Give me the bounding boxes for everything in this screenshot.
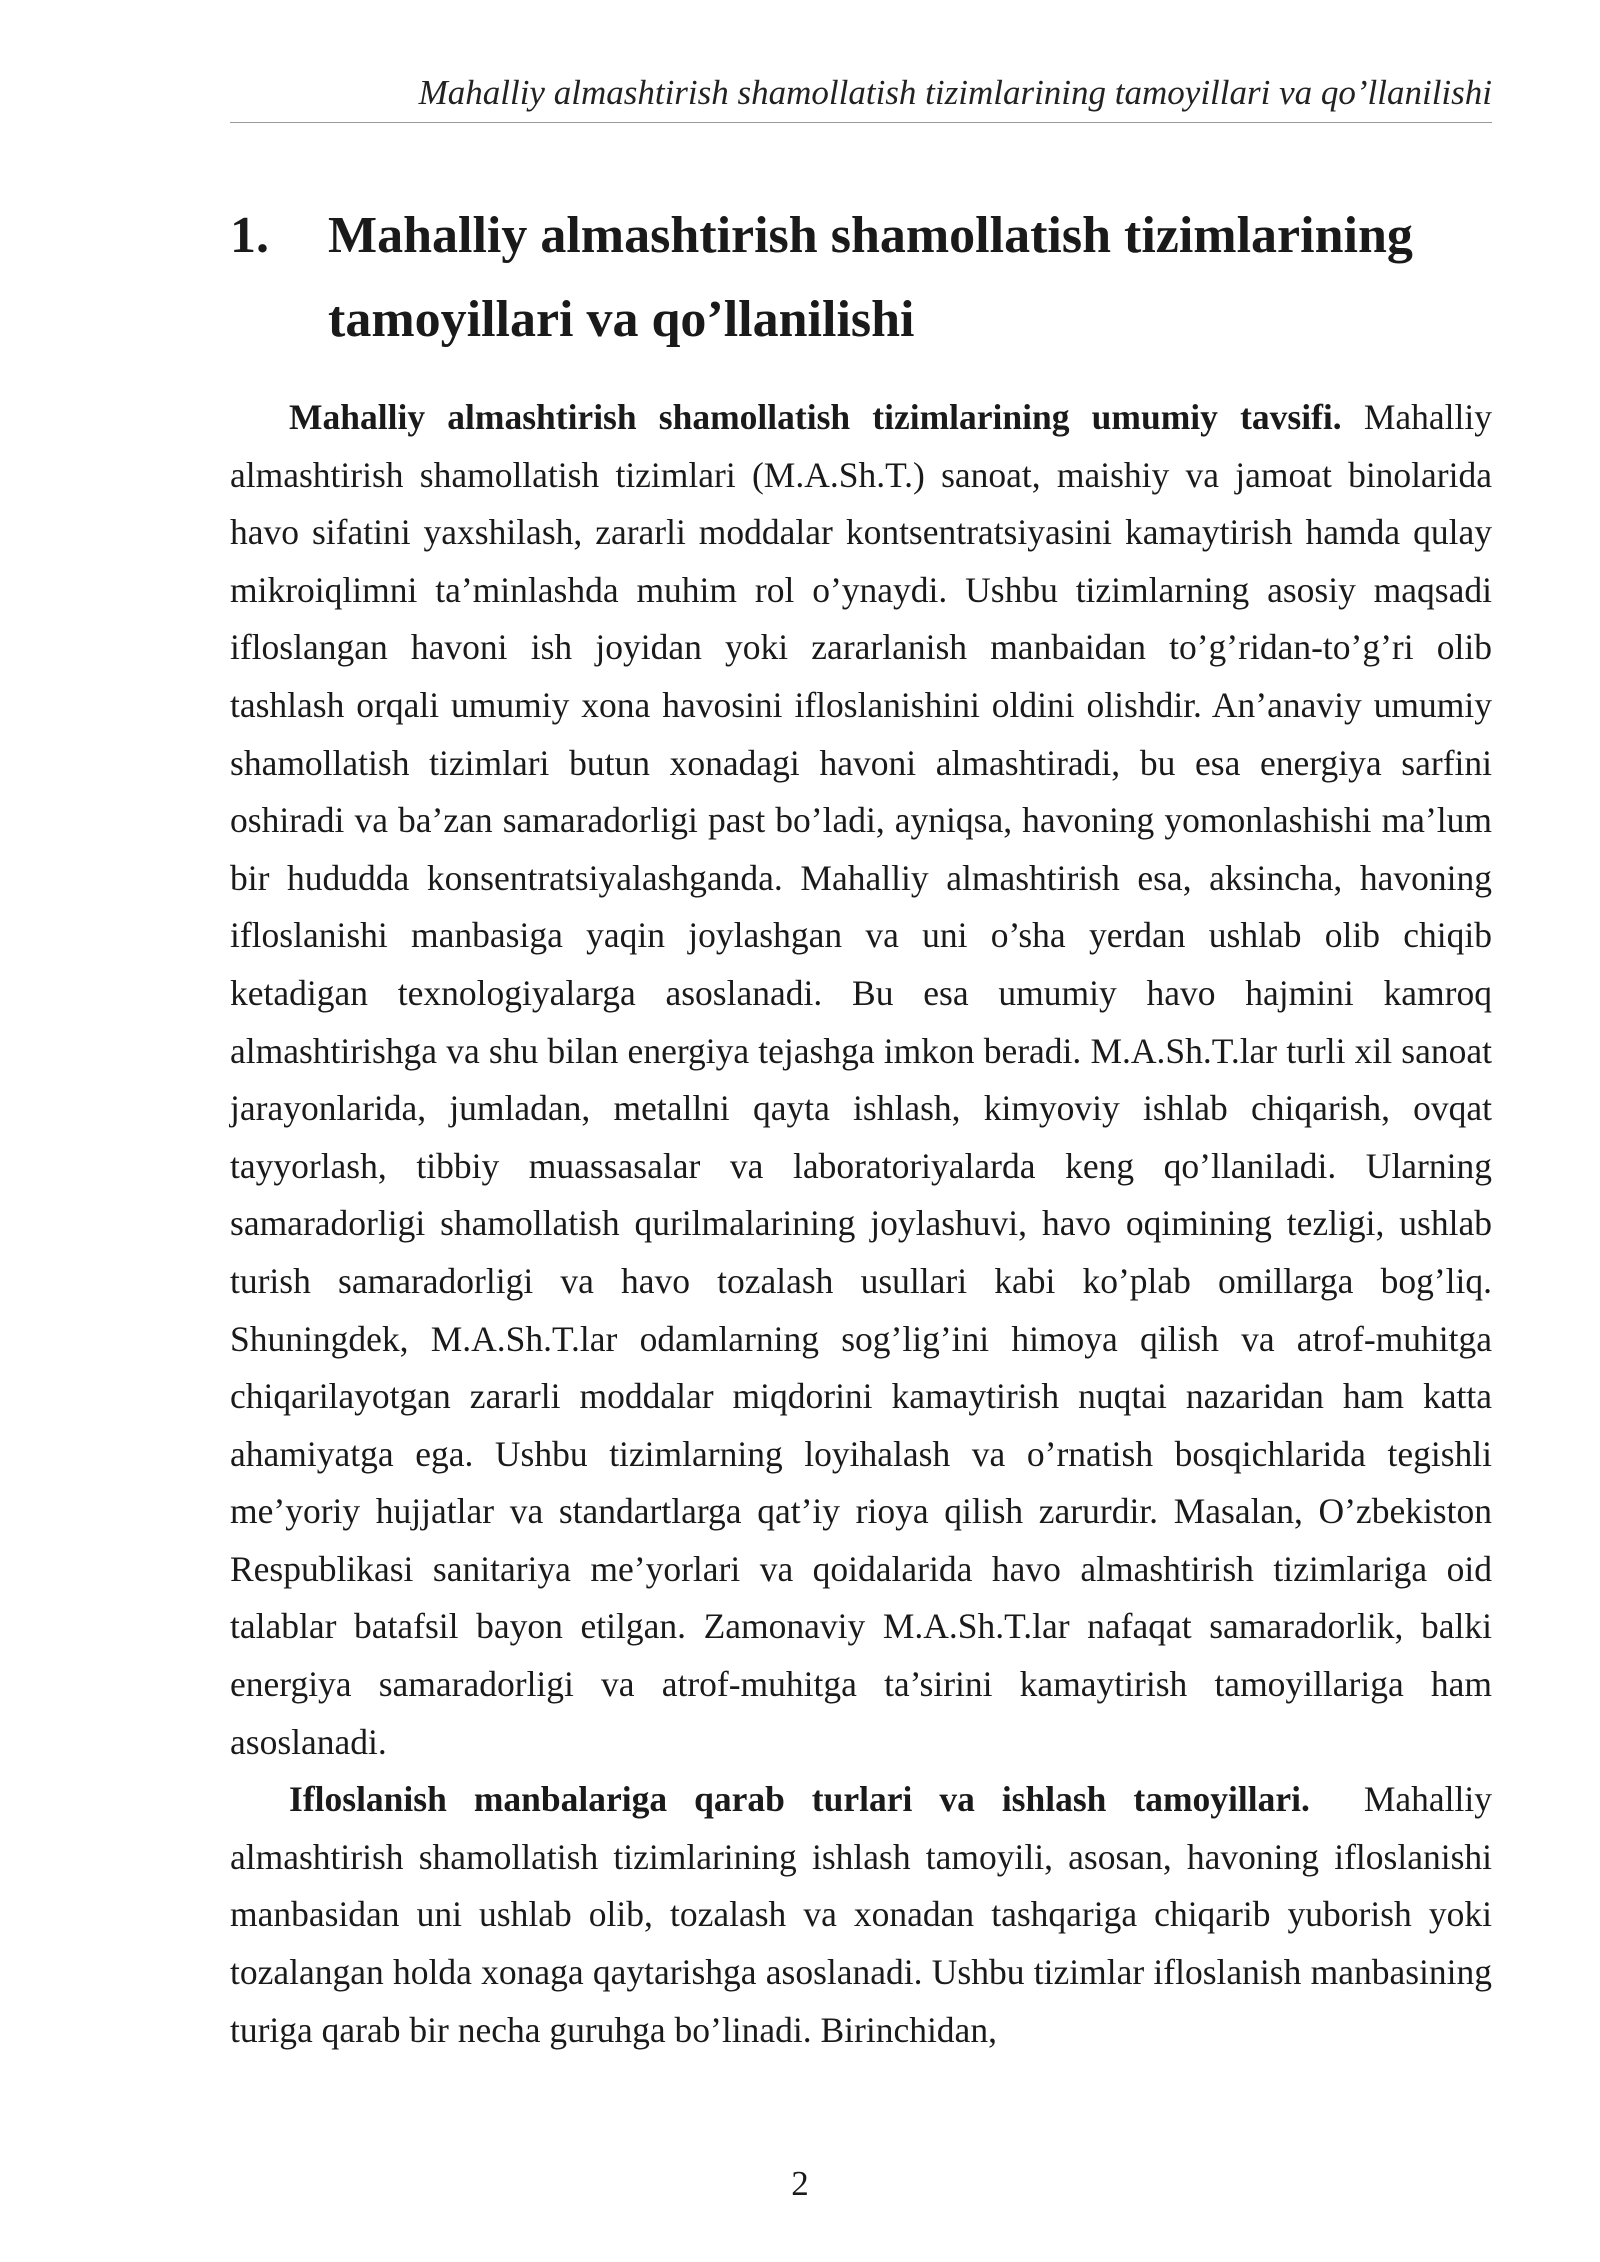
chapter-heading — [230, 194, 1492, 362]
section-heading: Mahalliy almashtirish shamollatish tizimlarining umumiy tavsifi. — [289, 397, 1342, 437]
body-text — [230, 389, 1492, 2059]
running-header: Mahalliy almashtirish shamollatish tizimlarining tamoyillari va qo’llanilishi — [418, 73, 1492, 112]
chapter-title: Mahalliy almashtirish shamollatish tizimlarining tamoyillari va qo’llanilishi — [328, 207, 1413, 348]
chapter-number: 1. — [230, 207, 269, 264]
header-divider — [230, 122, 1492, 123]
paragraph-text: Mahalliy almashtirish shamollatish tizimlari (M.A.Sh.T.) sanoat, maishiy va jamoat binolarida havo sifatini yaxshilash, zararli moddalar kontsentratsiyasini kamaytirish hamda qulay mikroiqlimni ta’minlashda muhim rol o’ynaydi. Ushbu tizimlarning asosiy maqsadi ifloslangan havoni ish joyidan yoki zararlanish manbaidan to’g’ridan-to’g’ri olib tashlash orqali umumiy xona havosini ifloslanishini oldini olishdir. An’anaviy umumiy shamollatish tizimlari butun xonadagi havoni almashtiradi, bu esa energiya sarfini oshiradi va ba’zan samaradorligi past bo’ladi, ayniqsa, havoning yomonlashishi ma’lum bir hududda konsentratsiyalashganda. Mahalliy almashtirish esa, aksincha, havoning ifloslanishi manbasiga yaqin joylashgan va uni o’sha yerdan ushlab olib chiqib ketadigan texnologiyalarga asoslanadi. Bu esa umumiy havo hajmini kamroq almashtirishga va shu bilan energiya tejashga imkon beradi. M.A.Sh.T.lar turli xil sanoat jarayonlarida, jumladan, metallni qayta ishlash, kimyoviy ishlab chiqarish, ovqat tayyorlash, tibbiy muassasalar va laboratoriyalarda keng qo’llaniladi. Ularning samaradorligi shamollatish qurilmalarining joylashuvi, havo oqimining tezligi, ushlab turish samaradorligi va havo tozalash usullari kabi ko’plab omillarga bog’liq. Shuningdek, M.A.Sh.T.lar odamlarning sog’lig’ini himoya qilish va atrof-muhitga chiqarilayotgan zararli moddalar miqdorini kamaytirish nuqtai nazaridan ham katta ahamiyatga ega. Ushbu tizimlarning loyihalash va o’rnatish bosqichlarida tegishli me’yoriy hujjatlar va standartlarga qat’iy rioya qilish zarurdir. Masalan, O’zbekiston Respublikasi sanitariya me’yorlari va qoidalarida havo almashtirish tizimlariga oid talablar batafsil bayon etilgan. Zamonaviy M.A.Sh.T.lar nafaqat samaradorlik, balki energiya samaradorligi va atrof-muhitga ta’sirini kamaytirish tamoyillariga ham asoslanadi. — [230, 397, 1492, 1762]
page-number: 2 — [791, 2164, 809, 2203]
paragraph — [230, 1771, 1492, 2059]
paragraph — [230, 389, 1492, 1771]
section-heading: Ifloslanish manbalariga qarab turlari va ishlash tamoyillari. — [289, 1779, 1310, 1820]
paragraph-text: Mahalliy almashtirish shamollatish tizimlarining ishlash tamoyili, asosan, havoning ifloslanishi manbasidan uni ushlab olib, tozalash va xonadan tashqariga chiqarib yuborish yoki tozalangan holda xonaga qaytarishga asoslanadi. Ushbu tizimlar ifloslanish manbasining turiga qarab bir necha guruhga bo’linadi. Birinchidan, — [230, 1779, 1492, 2050]
